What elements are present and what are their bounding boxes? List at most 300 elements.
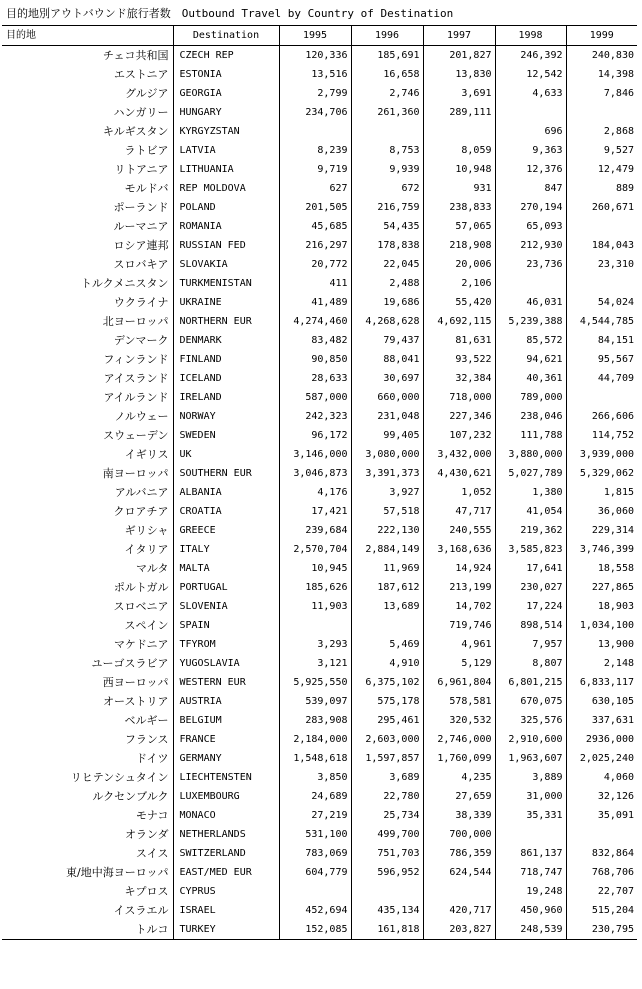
value-cell-1997: 719,746 [423,616,495,635]
value-cell-1997 [423,122,495,141]
value-cell-1998: 270,194 [495,198,566,217]
destination-jp-cell: ギリシャ [124,524,169,537]
value-cell-1995: 604,779 [279,863,351,882]
value-cell-1998 [495,103,566,122]
value-cell-1996: 216,759 [351,198,423,217]
value-cell-1995: 83,482 [279,331,351,350]
destination-jp-cell: デンマーク [113,334,169,347]
table-row [2,521,637,540]
destination-en-cell: LITHUANIA [173,160,279,179]
value-cell-1995: 452,694 [279,901,351,920]
value-cell-1996: 13,689 [351,597,423,616]
value-cell-1995 [279,122,351,141]
value-cell-1999: 3,939,000 [566,445,637,464]
value-cell-1995 [279,616,351,635]
destination-en-cell: SOUTHERN EUR [173,464,279,483]
value-cell-1995: 9,719 [279,160,351,179]
table-row [2,122,637,141]
destination-en-cell: LATVIA [173,141,279,160]
table-row [2,559,637,578]
value-cell-1999: 832,864 [566,844,637,863]
value-cell-1999: 3,746,399 [566,540,637,559]
value-cell-1997: 10,948 [423,160,495,179]
table-row [2,103,637,122]
value-cell-1999: 515,204 [566,901,637,920]
table-row [2,654,637,673]
value-cell-1996 [351,882,423,901]
destination-en-cell: DENMARK [173,331,279,350]
value-cell-1998: 212,930 [495,236,566,255]
value-cell-1997: 4,961 [423,635,495,654]
table-row [2,445,637,464]
value-cell-1999: 889 [566,179,637,198]
value-cell-1997: 5,129 [423,654,495,673]
value-cell-1998: 35,331 [495,806,566,825]
table-row [2,312,637,331]
destination-en-cell: KYRGYZSTAN [173,122,279,141]
value-cell-1999: 1,034,100 [566,616,637,635]
value-cell-1996: 19,686 [351,293,423,312]
value-cell-1996: 22,045 [351,255,423,274]
value-cell-1997: 55,420 [423,293,495,312]
value-cell-1995: 216,297 [279,236,351,255]
value-cell-1997: 786,359 [423,844,495,863]
value-cell-1996: 57,518 [351,502,423,521]
value-cell-1998: 861,137 [495,844,566,863]
table-row [2,863,637,882]
destination-jp-cell: キプロス [124,885,169,898]
value-cell-1995: 11,903 [279,597,351,616]
value-cell-1996: 79,437 [351,331,423,350]
value-cell-1997: 81,631 [423,331,495,350]
value-cell-1997: 320,532 [423,711,495,730]
destination-jp-cell: 東/地中海ヨーロッパ [66,866,169,879]
destination-en-cell: SWEDEN [173,426,279,445]
value-cell-1995: 24,689 [279,787,351,806]
value-cell-1995: 201,505 [279,198,351,217]
destination-jp-cell: 西ヨーロッパ [102,676,169,689]
value-cell-1999: 337,631 [566,711,637,730]
value-cell-1999: 6,833,117 [566,673,637,692]
value-cell-1997: 218,908 [423,236,495,255]
value-cell-1996: 3,689 [351,768,423,787]
value-cell-1996: 88,041 [351,350,423,369]
value-cell-1996: 435,134 [351,901,423,920]
value-cell-1999: 36,060 [566,502,637,521]
value-cell-1998: 246,392 [495,46,566,66]
destination-jp-cell: スロベニア [113,600,169,613]
value-cell-1999: 13,900 [566,635,637,654]
value-cell-1998: 7,957 [495,635,566,654]
value-cell-1999: 22,707 [566,882,637,901]
value-cell-1997: 32,384 [423,369,495,388]
value-cell-1997: 3,168,636 [423,540,495,559]
value-cell-1995: 2,184,000 [279,730,351,749]
value-cell-1999: 9,527 [566,141,637,160]
value-cell-1997: 8,059 [423,141,495,160]
value-cell-1999: 18,558 [566,559,637,578]
table-title: 目的地別アウトバウンド旅行者数 Outbound Travel by Country of Destination [6,7,454,20]
value-cell-1995: 185,626 [279,578,351,597]
value-cell-1998: 23,736 [495,255,566,274]
value-cell-1999 [566,388,637,407]
value-cell-1999: 84,151 [566,331,637,350]
value-cell-1998: 17,224 [495,597,566,616]
value-cell-1996: 22,780 [351,787,423,806]
destination-jp-cell: アイスランド [103,372,169,385]
destination-jp-cell: アイルランド [103,391,169,404]
destination-jp-cell: ドイツ [136,752,169,765]
destination-en-cell: FRANCE [173,730,279,749]
table-row [2,749,637,768]
value-cell-1999 [566,103,637,122]
value-cell-1998: 46,031 [495,293,566,312]
destination-en-cell: UKRAINE [173,293,279,312]
destination-en-cell: HUNGARY [173,103,279,122]
value-cell-1996: 261,360 [351,103,423,122]
value-cell-1995: 3,850 [279,768,351,787]
value-cell-1997: 4,235 [423,768,495,787]
value-cell-1995: 242,323 [279,407,351,426]
value-cell-1995: 13,516 [279,65,351,84]
destination-jp-cell: キルギスタン [102,125,169,138]
value-cell-1998: 12,542 [495,65,566,84]
value-cell-1997: 931 [423,179,495,198]
value-cell-1999: 23,310 [566,255,637,274]
destination-en-cell: TURKEY [173,920,279,940]
destination-en-cell: FINLAND [173,350,279,369]
value-cell-1998: 19,248 [495,882,566,901]
value-cell-1996: 751,703 [351,844,423,863]
destination-jp-cell: グルジア [125,87,169,100]
value-cell-1997: 27,659 [423,787,495,806]
value-cell-1997: 238,833 [423,198,495,217]
value-cell-1995: 783,069 [279,844,351,863]
value-cell-1999: 1,815 [566,483,637,502]
destination-jp-cell: ハンガリー [113,106,169,119]
value-cell-1998: 1,963,607 [495,749,566,768]
destination-en-cell: NORWAY [173,407,279,426]
destination-en-cell: EAST/MED EUR [173,863,279,882]
value-cell-1997: 420,717 [423,901,495,920]
table-row [2,293,637,312]
table-row [2,464,637,483]
destination-jp-cell: ウクライナ [113,296,169,309]
table-row [2,426,637,445]
table-row [2,350,637,369]
value-cell-1997: 227,346 [423,407,495,426]
value-cell-1998: 238,046 [495,407,566,426]
value-cell-1995: 28,633 [279,369,351,388]
value-cell-1995: 3,293 [279,635,351,654]
value-cell-1997: 4,692,115 [423,312,495,331]
header-year-1995: 1995 [279,26,351,46]
value-cell-1998: 12,376 [495,160,566,179]
value-cell-1999: 7,846 [566,84,637,103]
value-cell-1996: 4,910 [351,654,423,673]
value-cell-1995: 8,239 [279,141,351,160]
table-row [2,502,637,521]
value-cell-1995: 27,219 [279,806,351,825]
value-cell-1995: 539,097 [279,692,351,711]
value-cell-1997: 57,065 [423,217,495,236]
destination-en-cell: PORTUGAL [173,578,279,597]
value-cell-1998: 230,027 [495,578,566,597]
destination-en-cell: YUGOSLAVIA [173,654,279,673]
table-row [2,882,637,901]
table-row [2,84,637,103]
value-cell-1998 [495,825,566,844]
value-cell-1995: 17,421 [279,502,351,521]
table-row [2,483,637,502]
value-cell-1997: 201,827 [423,46,495,66]
value-cell-1999: 12,479 [566,160,637,179]
value-cell-1999: 2,868 [566,122,637,141]
value-cell-1998: 9,363 [495,141,566,160]
value-cell-1996: 99,405 [351,426,423,445]
value-cell-1997: 107,232 [423,426,495,445]
value-cell-1998: 847 [495,179,566,198]
header-year-1997: 1997 [423,26,495,46]
value-cell-1999: 44,709 [566,369,637,388]
table-row [2,635,637,654]
value-cell-1995: 283,908 [279,711,351,730]
destination-jp-cell: スウェーデン [103,429,169,442]
destination-jp-cell: モナコ [135,809,169,822]
value-cell-1998: 248,539 [495,920,566,940]
destination-jp-cell: スイス [135,847,169,860]
value-cell-1997: 6,961,804 [423,673,495,692]
value-cell-1995: 2,799 [279,84,351,103]
value-cell-1996: 6,375,102 [351,673,423,692]
value-cell-1998: 1,380 [495,483,566,502]
destination-jp-cell: イギリス [124,448,169,461]
value-cell-1996: 596,952 [351,863,423,882]
destination-jp-cell: ルーマニア [113,220,169,233]
value-cell-1996: 2,746 [351,84,423,103]
destination-en-cell: NETHERLANDS [173,825,279,844]
header-year-1996: 1996 [351,26,423,46]
table-row [2,179,637,198]
table-row [2,274,637,293]
value-cell-1999: 266,606 [566,407,637,426]
value-cell-1997: 2,106 [423,274,495,293]
value-cell-1998: 17,641 [495,559,566,578]
value-cell-1997: 1,052 [423,483,495,502]
destination-en-cell: SPAIN [173,616,279,635]
destination-en-cell: TFYROM [173,635,279,654]
value-cell-1995: 587,000 [279,388,351,407]
destination-jp-cell: ベルギー [124,714,169,727]
value-cell-1996: 16,658 [351,65,423,84]
value-cell-1996: 161,818 [351,920,423,940]
destination-jp-cell: スロバキア [113,258,169,271]
value-cell-1997: 289,111 [423,103,495,122]
destination-en-cell: ESTONIA [173,65,279,84]
table-row [2,236,637,255]
value-cell-1996: 11,969 [351,559,423,578]
value-cell-1999: 18,903 [566,597,637,616]
value-cell-1998: 4,633 [495,84,566,103]
value-cell-1999 [566,217,637,236]
table-row [2,46,637,66]
value-cell-1999: 54,024 [566,293,637,312]
value-cell-1998: 3,585,823 [495,540,566,559]
destination-jp-cell: ユーゴスラビア [91,657,169,670]
value-cell-1999: 229,314 [566,521,637,540]
destination-jp-cell: スペイン [124,619,169,632]
destination-en-cell: SLOVAKIA [173,255,279,274]
destination-en-cell: ISRAEL [173,901,279,920]
value-cell-1997: 47,717 [423,502,495,521]
value-cell-1997: 2,746,000 [423,730,495,749]
destination-jp-cell: マルタ [135,562,169,575]
header-row [2,26,637,46]
value-cell-1995: 627 [279,179,351,198]
value-cell-1998 [495,274,566,293]
destination-en-cell: ALBANIA [173,483,279,502]
destination-jp-cell: オランダ [124,828,169,841]
value-cell-1997: 718,000 [423,388,495,407]
value-cell-1995: 152,085 [279,920,351,940]
value-cell-1995: 2,570,704 [279,540,351,559]
header-year-1998: 1998 [495,26,566,46]
value-cell-1998: 31,000 [495,787,566,806]
header-destination-jp: 目的地 [2,26,173,46]
value-cell-1998: 40,361 [495,369,566,388]
value-cell-1998: 2,910,600 [495,730,566,749]
destination-jp-cell: リトアニア [114,163,169,176]
destination-en-cell: IRELAND [173,388,279,407]
value-cell-1996: 2,488 [351,274,423,293]
table-row [2,255,637,274]
value-cell-1999: 184,043 [566,236,637,255]
destination-jp-cell: チェコ共和国 [102,49,169,62]
destination-jp-cell: ノルウェー [114,410,169,423]
value-cell-1995: 3,146,000 [279,445,351,464]
value-cell-1995: 5,925,550 [279,673,351,692]
value-cell-1997: 14,924 [423,559,495,578]
value-cell-1999: 227,865 [566,578,637,597]
destination-jp-cell: モルドバ [124,182,169,195]
value-cell-1995: 3,046,873 [279,464,351,483]
value-cell-1999: 4,060 [566,768,637,787]
destination-jp-cell: マケドニア [113,638,169,651]
value-cell-1996: 3,391,373 [351,464,423,483]
table-row [2,920,637,940]
destination-jp-cell: 南ヨーロッパ [102,467,169,480]
value-cell-1998: 696 [495,122,566,141]
value-cell-1996: 25,734 [351,806,423,825]
destination-en-cell: AUSTRIA [173,692,279,711]
value-cell-1996: 5,469 [351,635,423,654]
destination-en-cell: NORTHERN EUR [173,312,279,331]
destination-jp-cell: ラトビア [124,144,169,157]
value-cell-1997: 14,702 [423,597,495,616]
destination-jp-cell: ポルトガル [113,581,169,594]
destination-en-cell: ITALY [173,540,279,559]
value-cell-1998: 3,889 [495,768,566,787]
value-cell-1996: 660,000 [351,388,423,407]
destination-en-cell: ICELAND [173,369,279,388]
table-row [2,198,637,217]
value-cell-1997: 578,581 [423,692,495,711]
destination-jp-cell: ポーランド [113,201,169,214]
value-cell-1996: 499,700 [351,825,423,844]
destination-en-cell: MONACO [173,806,279,825]
table-row [2,141,637,160]
destination-en-cell: GEORGIA [173,84,279,103]
value-cell-1998: 94,621 [495,350,566,369]
value-cell-1998: 325,576 [495,711,566,730]
destination-jp-cell: アルバニア [114,486,169,499]
value-cell-1999: 14,398 [566,65,637,84]
destination-en-cell: CROATIA [173,502,279,521]
table-row [2,217,637,236]
value-cell-1995: 90,850 [279,350,351,369]
destination-en-cell: CZECH REP [173,46,279,66]
value-cell-1997: 13,830 [423,65,495,84]
value-cell-1998: 3,880,000 [495,445,566,464]
value-cell-1996: 187,612 [351,578,423,597]
destination-en-cell: REP MOLDOVA [173,179,279,198]
value-cell-1998: 718,747 [495,863,566,882]
destination-jp-cell: エストニア [113,68,169,81]
value-cell-1996: 672 [351,179,423,198]
value-cell-1998: 41,054 [495,502,566,521]
table-row [2,407,637,426]
table-row [2,597,637,616]
value-cell-1999: 114,752 [566,426,637,445]
value-cell-1999: 260,671 [566,198,637,217]
value-cell-1996: 9,939 [351,160,423,179]
value-cell-1999: 5,329,062 [566,464,637,483]
outbound-travel-table [2,25,637,940]
value-cell-1999: 32,126 [566,787,637,806]
table-row [2,160,637,179]
value-cell-1999 [566,274,637,293]
destination-jp-cell: リヒテンシュタイン [70,771,169,784]
destination-jp-cell: オーストリア [103,695,169,708]
value-cell-1999: 768,706 [566,863,637,882]
value-cell-1997: 203,827 [423,920,495,940]
value-cell-1999: 95,567 [566,350,637,369]
destination-jp-cell: ロシア連邦 [113,239,169,252]
value-cell-1996: 178,838 [351,236,423,255]
value-cell-1999: 240,830 [566,46,637,66]
value-cell-1995 [279,882,351,901]
destination-jp-cell: イタリア [124,543,169,556]
table-row [2,825,637,844]
value-cell-1995: 10,945 [279,559,351,578]
destination-jp-cell: フランス [124,733,169,746]
value-cell-1995: 1,548,618 [279,749,351,768]
value-cell-1999: 630,105 [566,692,637,711]
table-row [2,711,637,730]
value-cell-1998: 6,801,215 [495,673,566,692]
table-row [2,768,637,787]
table-row [2,331,637,350]
table-row [2,369,637,388]
destination-en-cell: LIECHTENSTEN [173,768,279,787]
value-cell-1999: 2,148 [566,654,637,673]
value-cell-1998: 85,572 [495,331,566,350]
value-cell-1995: 234,706 [279,103,351,122]
value-cell-1997: 4,430,621 [423,464,495,483]
destination-en-cell: LUXEMBOURG [173,787,279,806]
value-cell-1998: 789,000 [495,388,566,407]
value-cell-1997: 700,000 [423,825,495,844]
